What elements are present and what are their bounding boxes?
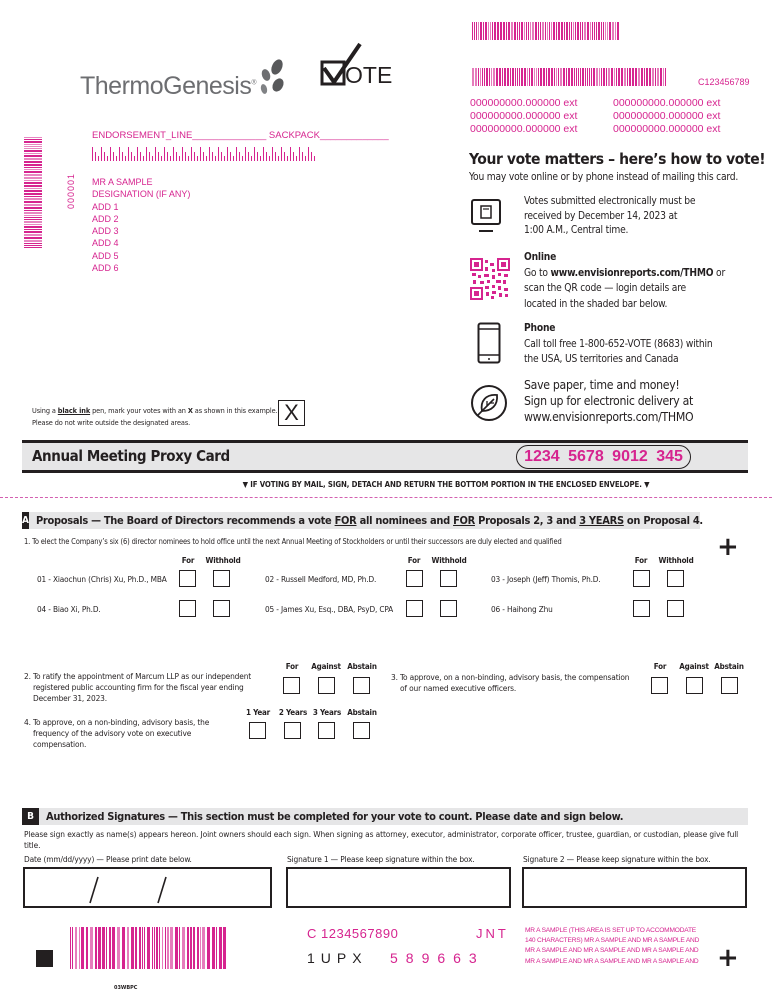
address-line: ADD 2 [92, 213, 119, 224]
how-to-vote-title: Your vote matters – here’s how to vote! [469, 150, 766, 168]
deadline-line: Votes submitted electronically must be [524, 196, 696, 207]
edelivery-url-link[interactable]: www.envisionreports.com/THMO [524, 410, 694, 424]
nominee-03-for-checkbox[interactable] [633, 570, 650, 587]
edelivery-line: Save paper, time and money! [524, 378, 680, 392]
date-separators [25, 869, 270, 906]
ext-line: 000000000.000000 ext [470, 97, 578, 109]
ext-line: 000000000.000000 ext [470, 123, 578, 135]
proposal-2-abstain-checkbox[interactable] [353, 677, 370, 694]
proposal-2-text [24, 671, 251, 704]
shareholder-name-block [525, 926, 699, 967]
company-logo-text: ThermoGenesis [80, 72, 252, 100]
online-line: scan the QR code — login details are [524, 283, 686, 294]
nominee-05-for-checkbox[interactable] [406, 600, 423, 617]
proposal-line: 3. To approve, on a non-binding, advisory basis, the compensation [391, 672, 630, 682]
phone-icon [477, 322, 501, 364]
address-line: ADD 3 [92, 226, 119, 237]
nominee-04-withhold-checkbox[interactable] [213, 600, 230, 617]
online-url-link[interactable]: www.envisionreports.com/THMO [550, 267, 714, 279]
col-withhold: Withhold [658, 556, 694, 565]
leaf-eco-icon [470, 384, 508, 422]
nominee-02-withhold-checkbox[interactable] [440, 570, 457, 587]
col-abstain: Abstain [347, 662, 377, 671]
svg-text:OTE: OTE [345, 62, 393, 88]
date-input[interactable] [23, 867, 272, 908]
col-abstain: Abstain [347, 708, 377, 717]
col-2-years: 2 Years [278, 708, 308, 717]
deadline-line: received by December 14, 2023 at [524, 210, 678, 222]
section-a-header [22, 512, 703, 529]
registration-plus-icon: + [717, 532, 739, 562]
barcode-second [472, 68, 690, 86]
col-for: For [634, 556, 648, 565]
signature-1-label: Signature 1 — Please keep signature within the box. [287, 854, 475, 864]
proposal-3-abstain-checkbox[interactable] [721, 677, 738, 694]
proposal-3-against-checkbox[interactable] [686, 677, 703, 694]
online-text: Go to [524, 267, 551, 279]
name-line: MR A SAMPLE AND MR A SAMPLE AND MR A SAMPLE AND [525, 957, 699, 965]
sequence-number: 000001 [66, 173, 76, 210]
address-line: ADD 6 [92, 263, 119, 274]
proposal-4-1year-checkbox[interactable] [249, 722, 266, 739]
registration-plus-icon: + [717, 943, 739, 973]
postal-barcode [92, 147, 324, 161]
nominee-04-for-checkbox[interactable] [179, 600, 196, 617]
address-line: ADD 5 [92, 250, 119, 261]
address-line: MR A SAMPLE [92, 177, 153, 187]
nominee-06-for-checkbox[interactable] [633, 600, 650, 617]
proposal-line: 4. To approve, on a non-binding, advisory basis, the [24, 717, 210, 727]
signature-2-label: Signature 2 — Please keep signature within the box. [523, 854, 711, 864]
proposal-4-abstain-checkbox[interactable] [353, 722, 370, 739]
proposal-2-against-checkbox[interactable] [318, 677, 335, 694]
phone-line: the USA, US territories and Canada [524, 354, 679, 365]
instr-bold: black ink [57, 406, 91, 415]
online-line [524, 266, 725, 282]
online-text: or [713, 267, 726, 279]
vote-checkmark-logo [320, 42, 395, 92]
ext-line: 000000000.000000 ext [470, 110, 578, 122]
ext-grid [470, 97, 763, 135]
ext-line: 000000000.000000 ext [613, 97, 721, 109]
instr-text: as shown in this example. [192, 406, 278, 415]
col-withhold: Withhold [431, 556, 467, 565]
title-text: all nominees and [356, 514, 454, 527]
phone-voting [524, 321, 713, 368]
proposal-1-text: 1. To elect the Company’s six (6) director nominees to hold office until the next Annual Meeting of Stockholders or until their successors are duly elected and qualified [24, 537, 562, 546]
proposal-line: of our named executive officers. [400, 683, 517, 693]
proposal-4-2years-checkbox[interactable] [284, 722, 301, 739]
detach-instructions: ▼ IF VOTING BY MAIL, SIGN, DETACH AND RETURN THE BOTTOM PORTION IN THE ENCLOSED ENVELOPE. ▼ [242, 480, 650, 489]
job-number: 589663 [390, 950, 485, 966]
nominee-name: 05 - James Xu, Esq., DBA, PsyD, CPA [265, 604, 393, 614]
instruction-line [32, 405, 278, 417]
nominee-05-withhold-checkbox[interactable] [440, 600, 457, 617]
title-3years: 3 YEARS [579, 514, 624, 527]
computer-monitor-icon [470, 198, 502, 234]
proposal-4-text [24, 717, 209, 750]
title-text: on Proposal 4. [623, 514, 703, 527]
online-line: located in the shaded bar below. [524, 298, 668, 310]
title-for: FOR [334, 514, 357, 527]
phone-line: Call toll free 1-800-652-VOTE (8683) within [524, 338, 713, 350]
nominee-03-withhold-checkbox[interactable] [667, 570, 684, 587]
edelivery-line: Sign up for electronic delivery at [524, 394, 693, 408]
form-code: 03WBPC [114, 985, 138, 991]
name-line: 140 CHARACTERS) MR A SAMPLE AND MR A SAMPLE AND [525, 937, 700, 945]
address-line: ADD 1 [92, 201, 119, 212]
section-a-title [36, 514, 703, 527]
col-abstain: Abstain [714, 662, 744, 671]
proposal-line: registered public accounting firm for the fiscal year ending [33, 682, 244, 692]
proxy-card-title: Annual Meeting Proxy Card [32, 447, 230, 465]
section-b-title: Authorized Signatures — This section must be completed for your vote to count. Please date and sign below. [46, 810, 624, 823]
vertical-barcode [24, 137, 42, 267]
electronic-delivery [524, 377, 693, 425]
registration-square [36, 950, 53, 967]
ext-line: 000000000.000000 ext [613, 123, 721, 135]
deadline-text [524, 195, 695, 239]
name-line: MR A SAMPLE (THIS AREA IS SET UP TO ACCOMMODATE [525, 927, 696, 934]
registered-mark: ® [251, 79, 257, 87]
qr-code-icon[interactable] [470, 258, 510, 300]
proposal-3-text [391, 672, 629, 694]
proposal-line: frequency of the advisory vote on executive [33, 728, 192, 738]
col-withhold: Withhold [205, 556, 241, 565]
title-text: Proposals — The Board of Directors recommends a vote [35, 514, 335, 527]
section-letter: A [22, 512, 29, 529]
proposal-line: compensation. [33, 739, 87, 749]
proposal-4-3years-checkbox[interactable] [318, 722, 335, 739]
nominee-name: 03 - Joseph (Jeff) Thomis, Ph.D. [491, 574, 601, 584]
deadline-line: 1:00 A.M., Central time. [524, 225, 629, 236]
barcode-bottom [70, 927, 293, 969]
marking-instructions [32, 405, 278, 428]
col-for: For [285, 662, 299, 671]
date-label: Date (mm/dd/yyyy) — Please print date below. [24, 854, 192, 864]
logo-drops-icon [257, 58, 287, 98]
signature-instructions: Please sign exactly as name(s) appears hereon. Joint owners should each sign. When signing as attorney, executor, administrator, corporate officer, trustee, guardian, or custodian, please give full title. [24, 829, 739, 850]
col-for: For [653, 662, 667, 671]
col-3-years: 3 Years [312, 708, 342, 717]
proposal-3-for-checkbox[interactable] [651, 677, 668, 694]
nominee-name: 04 - Biao Xi, Ph.D. [37, 604, 101, 614]
nominee-06-withhold-checkbox[interactable] [667, 600, 684, 617]
instr-x: X [187, 406, 193, 415]
online-voting [524, 250, 725, 312]
company-logo [80, 72, 256, 101]
signature-1-input[interactable] [286, 867, 511, 908]
col-for: For [181, 556, 195, 565]
account-code: C 1234567890 [307, 926, 399, 941]
jnt-code: JNT [476, 926, 509, 941]
nominee-name: 06 - Haihong Zhu [491, 604, 553, 614]
how-to-vote-subtitle: You may vote online or by phone instead of mailing this card. [469, 172, 739, 183]
nominee-01-withhold-checkbox[interactable] [213, 570, 230, 587]
proposal-2-for-checkbox[interactable] [283, 677, 300, 694]
title-text: Proposals 2, 3 and [474, 514, 580, 527]
name-line: MR A SAMPLE AND MR A SAMPLE AND MR A SAMPLE AND [525, 947, 699, 955]
col-against: Against [679, 662, 709, 671]
perforation-line [0, 497, 772, 498]
address-line: ADD 4 [92, 238, 119, 249]
example-mark-box: X [278, 400, 305, 426]
nominee-name: 02 - Russell Medford, MD, Ph.D. [265, 574, 377, 584]
endorsement-line: ENDORSEMENT_LINE______________ SACKPACK_____________ [92, 130, 389, 141]
instr-text: pen, mark your votes with an [90, 406, 188, 415]
nominee-02-for-checkbox[interactable] [406, 570, 423, 587]
section-letter: B [22, 808, 39, 825]
col-1-year: 1 Year [245, 708, 271, 717]
address-line: DESIGNATION (IF ANY) [92, 189, 191, 200]
control-code: C123456789 [698, 77, 750, 87]
nominee-name: 01 - Xiaochun (Chris) Xu, Ph.D., MBA [37, 574, 167, 584]
instr-text: Using a [32, 406, 58, 415]
col-against: Against [311, 662, 341, 671]
instruction-line: Please do not write outside the designated areas. [32, 417, 191, 427]
control-number: 1234 5678 9012 345 [516, 445, 691, 469]
col-for: For [407, 556, 421, 565]
proposal-line: 2. To ratify the appointment of Marcum LLP as our independent [24, 671, 252, 681]
phone-heading: Phone [524, 323, 556, 334]
mailing-address [92, 176, 190, 274]
ext-line: 000000000.000000 ext [613, 110, 721, 122]
title-for: FOR [453, 514, 475, 527]
nominee-01-for-checkbox[interactable] [179, 570, 196, 587]
upx-code: 1UPX [307, 950, 368, 966]
online-heading: Online [524, 252, 557, 263]
proposal-line: December 31, 2023. [33, 693, 107, 703]
signature-2-input[interactable] [522, 867, 747, 908]
barcode-top [472, 22, 644, 40]
section-b-header [22, 808, 748, 825]
